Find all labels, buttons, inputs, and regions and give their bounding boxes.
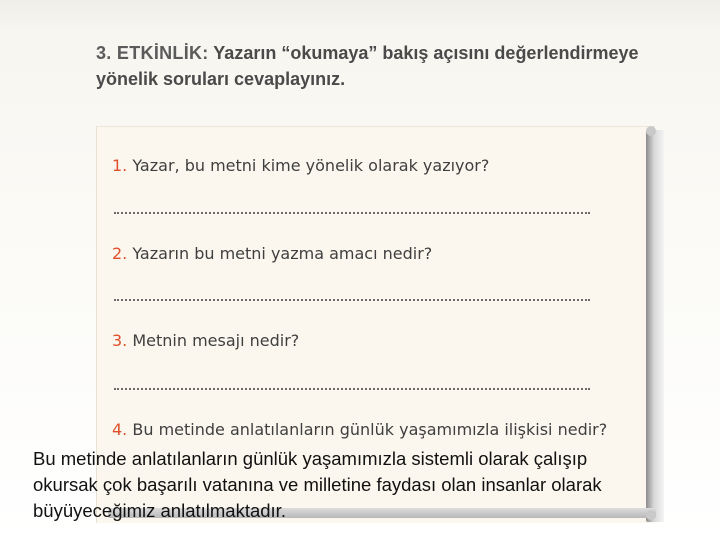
- question-text: Yazar, bu metni kime yönelik olarak yazıyor?: [132, 156, 490, 175]
- question-number: 2.: [112, 244, 128, 263]
- answer-caption: Bu metinde anlatılanların günlük yaşamımızla sistemli olarak çalışıp okursak çok başarılı vatanına ve milletine faydası olan insanlar olarak büyüyeceğimiz anlatılmaktadır.: [33, 448, 602, 521]
- answer-line-1[interactable]: [114, 212, 590, 214]
- question-2: [112, 244, 432, 263]
- question-number: 4.: [112, 420, 128, 439]
- question-number: 1.: [112, 156, 128, 175]
- top-fade: [0, 0, 720, 30]
- question-text: Metnin mesajı nedir?: [132, 331, 300, 350]
- activity-label: 3. ETKİNLİK:: [96, 43, 209, 63]
- question-text: Yazarın bu metni yazma amacı nedir?: [132, 244, 433, 263]
- question-4: [112, 420, 607, 439]
- activity-instruction: Yazarın “okumaya” bakış açısını değerlendirmeye yönelik soruları cevaplayınız.: [96, 43, 639, 89]
- answer-line-3[interactable]: [114, 388, 590, 390]
- answer-line-2[interactable]: [114, 299, 590, 301]
- activity-heading: [96, 40, 666, 92]
- question-1: [112, 156, 489, 175]
- card-corner-top: [646, 126, 656, 136]
- question-3: [112, 331, 299, 350]
- question-text: Bu metinde anlatılanların günlük yaşamımızla ilişkisi nedir?: [132, 420, 608, 439]
- question-number: 3.: [112, 331, 128, 350]
